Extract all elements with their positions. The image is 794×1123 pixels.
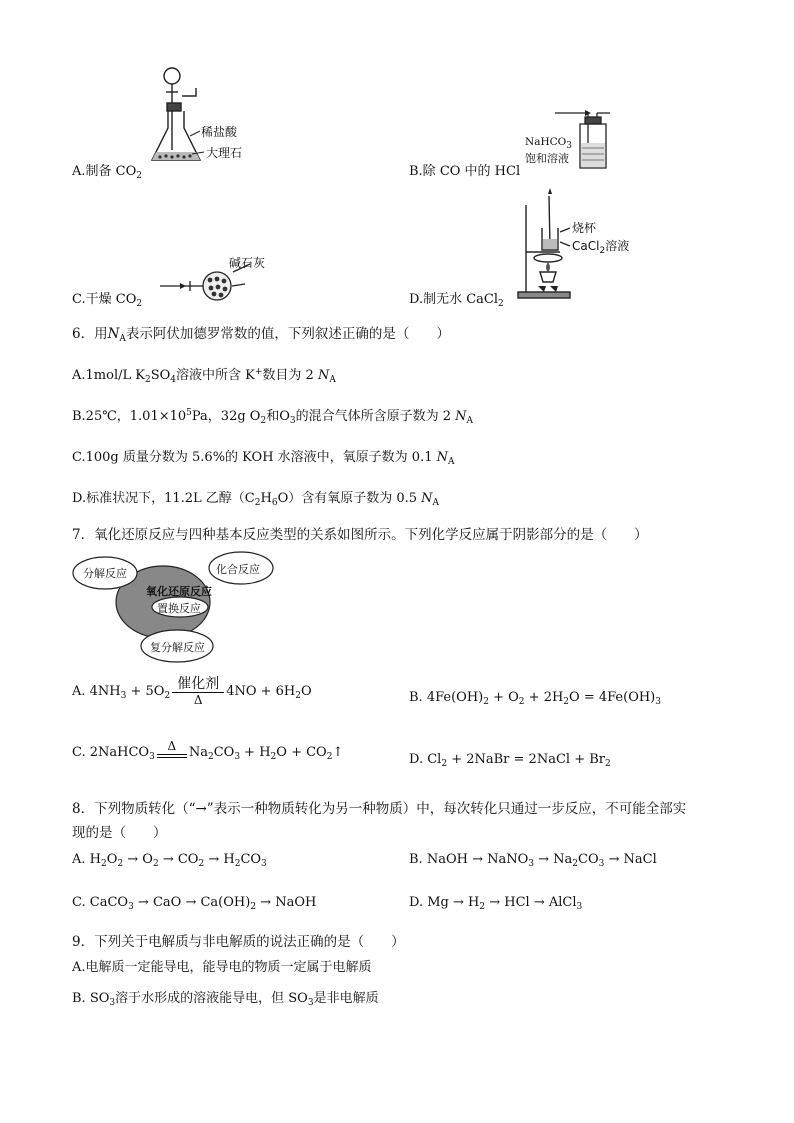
- q6-stem: 6．用$N_A$表示阿伏加德罗常数的值，下列叙述正确的是（ ）: [72, 326, 450, 344]
- q7-stem: 7．氧化还原反应与四种基本反应类型的关系如图所示。下列化学反应属于阴影部分的是（ ）: [72, 527, 648, 543]
- q8-option-a: A. $H_2O_2 \to O_2 \to CO_2 \to H_2CO_3$: [72, 852, 267, 869]
- q7-option-a: A. $4NH_3 + 5O_2$ $\frac{\text{催化剂}}{\Delta}$ $4NO + 6H_2O$: [72, 676, 312, 707]
- q8-option-b: B. NaOH → NaNO$_3$ → $Na_2CO_3$ → NaCl: [409, 852, 657, 869]
- option-b-remove-hcl: B.除 CO 中的 HCl: [409, 164, 521, 179]
- q7-option-b: B. $4Fe(OH)_2 + O_2 + 2H_2O = 4Fe(OH)_3$: [409, 690, 661, 707]
- label-soda-lime: 碱石灰: [229, 256, 266, 270]
- label-saturated-solution: 饱和溶液: [525, 152, 569, 165]
- venn-decomposition: 分解反应: [83, 567, 127, 580]
- q7-option-c: C. 2NaHCO$_3$ Δ $Na_2CO_3 + H_2O$ + $CO_2↑$: [72, 739, 344, 762]
- q6-option-b: B.25℃，$1.01\times 10^5Pa$，32g $O_2$和$O_3$的混合气体所含原子数为 2 $N_A$: [72, 408, 474, 426]
- venn-redox: 氧化还原反应: [146, 585, 212, 598]
- q6-option-c: C.100g 质量分数为 5.6%的 KOH 水溶液中，氧原子数为 0.1 $N_A$: [72, 450, 455, 467]
- q9-stem: 9．下列关于电解质与非电解质的说法正确的是（ ）: [72, 934, 405, 950]
- q8-option-c: C. CaCO$_3$ → CaO → $Ca(OH)_2$ → NaOH: [72, 895, 317, 912]
- q8-stem-line1: 8．下列物质转化（“→”表示一种物质转化为另一种物质）中，每次转化只通过一步反应，不可能全部实: [72, 801, 687, 817]
- venn-substitution: 置换反应: [157, 602, 201, 615]
- q8-stem-line2: 现的是（ ）: [72, 825, 167, 841]
- label-cacl2-solution: CaCl$_2$溶液: [572, 239, 630, 256]
- label-nahco3: NaHCO$_3$: [525, 136, 572, 151]
- q8-option-d: D. $Mg \to H_2$ → HCl → AlCl$_3$: [409, 895, 583, 912]
- label-marble: 大理石: [206, 146, 243, 160]
- q6-option-a: A.1mol/L $K_2SO_4$溶液中所含 K+数目为 2 $N_A$: [72, 367, 336, 385]
- venn-combination: 化合反应: [216, 563, 260, 576]
- option-a-prepare-co2: A.制备 $CO_2$: [72, 164, 142, 181]
- option-d-anhydrous-cacl2: D.制无水 CaCl$_2$: [409, 292, 504, 309]
- label-dilute-hcl: 稀盐酸: [201, 125, 238, 139]
- q7-option-d: D. $Cl_2$ + 2NaBr = 2NaCl + $Br_2$: [409, 752, 611, 769]
- q6-option-d: D.标准状况下，11.2L 乙醇$(C_2H_6O)$含有氧原子数为 0.5 $N_A$: [72, 491, 440, 508]
- venn-double-displacement: 复分解反应: [150, 641, 205, 654]
- label-beaker: 烧杯: [572, 221, 597, 235]
- option-c-dry-co2: C.干燥 $CO_2$: [72, 292, 143, 309]
- q9-option-a: A.电解质一定能导电，能导电的物质一定属于电解质: [72, 960, 372, 975]
- q9-option-b: B. $SO_3$溶于水形成的溶液能导电，但 $SO_3$是非电解质: [72, 991, 379, 1008]
